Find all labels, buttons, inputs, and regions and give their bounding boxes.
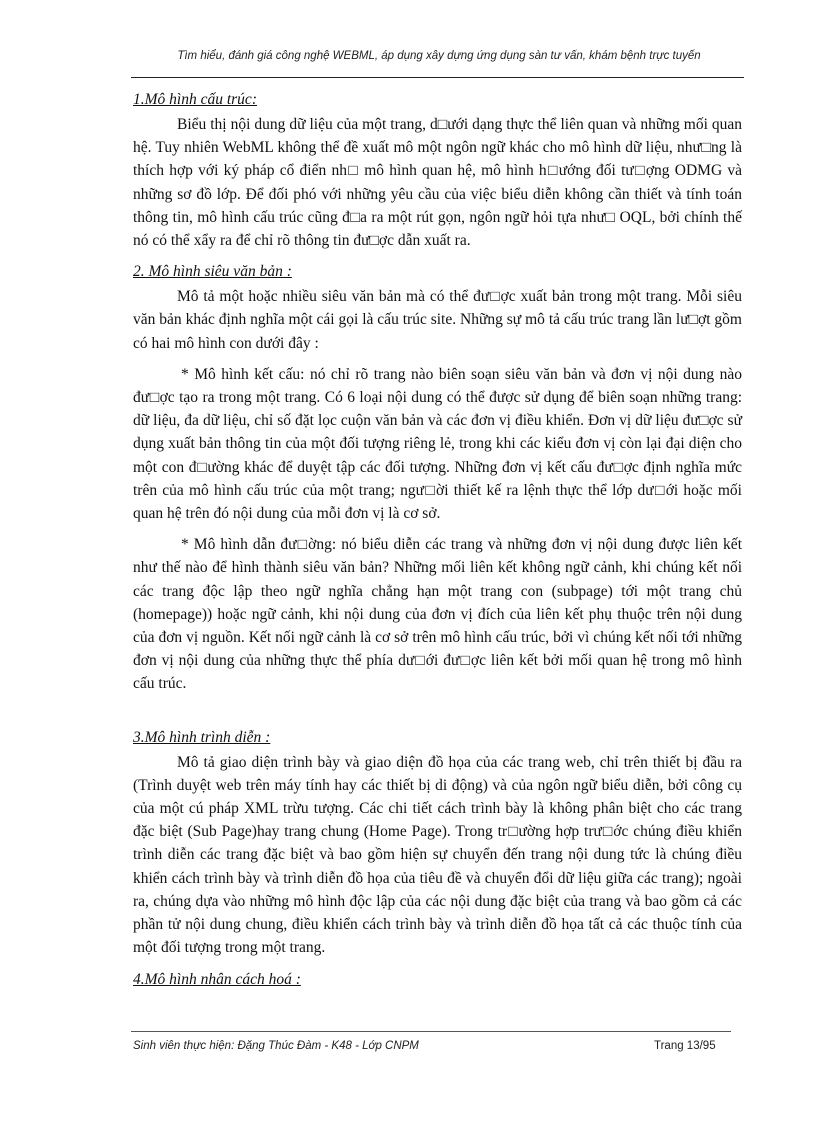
section-heading-presentation-model: 3.Mô hình trình diễn : [133,728,271,746]
footer-author: Sinh viên thực hiện: Đặng Thúc Đàm - K48 - Lớp CNPM [133,1040,419,1052]
footer-divider [131,1031,731,1032]
running-header: Tìm hiểu, đánh giá công nghệ WEBML, áp dụng xây dựng ứng dụng sàn tư vấn, khám bệnh trực tuyến [177,50,701,62]
paragraph-structure-model: Biểu thị nội dung dữ liệu của một trang, d□ưới dạng thực thể liên quan và những mối quan hệ. Tuy nhiên WebML không thể đề xuất mô một ngôn ngữ khác cho mô hình dữ liệu, như□ng là thích hợp với ký pháp cổ điển nh□ mô hình quan hệ, mô hình h□ướng đối tư□ợng ODMG và những sơ đồ lớp. Để đối phó với những yêu cầu của việc biểu diễn không cần thiết và tính toán thông tin, mô hình cấu trúc cũng đ□a ra một rút gọn, ngôn ngữ hỏi tựa như□ OQL, bởi chính thế nó có thể xẩy ra để chỉ rõ thông tin đư□ợc dẫn xuất ra. [133,116,742,250]
bullet-composition-model: * Mô hình kết cấu: nó chỉ rõ trang nào biên soạn siêu văn bản và đơn vị nội dung nào đư□ợc tạo ra trong một trang. Có 6 loại nội dung có thể được sử dụng để biên soạn những trang: dữ liệu, đa dữ liệu, chỉ số đặt lọc cuộn văn bản và các đơn vị điều khiển. Đơn vị dữ liệu đư□ợc sử dụng xuất bản thông tin của một đối tượng riêng lẻ, trong khi các kiểu đơn vị còn lại đại diện cho một con đ□ường khác để duyệt tập các đối tượng. Những đơn vị kết cấu đư□ợc định nghĩa mức trên của mô hình cấu trúc của một trang; ngư□ời thiết kế ra lệnh thực thể lớp dư□ới hoặc mối quan hệ trên đó nội dung của mỗi đơn vị là cơ sở. [133,365,742,523]
bullet-navigation-model: * Mô hình dẫn đư□ờng: nó biểu diễn các trang và những đơn vị nội dung được liên kết như thế nào để hình thành siêu văn bản? Những mối liên kết không ngữ cảnh, khi chúng kết nối các trang độc lập theo ngữ nghĩa chẳng hạn một trang con (subpage) tới một trang chủ (homepage)) hoặc ngữ cảnh, khi nội dung của đơn vị đích của liên kết phụ thuộc trên nội dung của đơn vị nguồn. Kết nối ngữ cảnh là cơ sở trên mô hình cấu trúc, bởi vì chúng kết nối tới những đơn vị nội dung của những thực thể phía dư□ới đư□ợc liên kết bởi mối quan hệ trong mô hình cấu trúc. [133,536,742,693]
section-heading-personalization-model: 4.Mô hình nhân cách hoá : [133,970,301,988]
page-body [133,84,742,993]
page-number: Trang 13/95 [654,1040,716,1052]
section-heading-structure-model: 1.Mô hình cấu trúc: [133,91,257,108]
section-heading-hypertext-model: 2. Mô hình siêu văn bản : [133,263,292,281]
paragraph-presentation-model: Mô tả giao diện trình bày và giao diện đồ họa của các trang web, chỉ trên thiết bị đầu ra (Trình duyệt web trên máy tính hay các thiết bị di động) và của ngôn ngữ biểu diễn, bởi công cụ của một cú pháp XML trừu tượng. Các chi tiết cách trình bày là không phân biệt cho các trang đặc biệt (Sub Page)hay trang chung (Home Page). Trong tr□ường hợp trư□ớc chúng điều khiển trình diễn các trang đặc biệt và bao gồm hiện sự chuyển đến trang nội dung tức là chúng điều khiển cách trình bày và trình diễn đồ họa của tiêu đề và chuyển đổi dữ liệu giữa các trang); ngoài ra, chúng dựa vào những mô hình độc lập của các nội dung đặc biệt của trang và bao gồm cả các phần tử nội dung chung, điều khiển cách trình bày và trình diễn đồ họa tất cả các thuộc tính của một đối tượng trong một trang. [133,753,742,957]
paragraph-hypertext-model: Mô tả một hoặc nhiều siêu văn bản mà có thể đư□ợc xuất bản trong một trang. Mỗi siêu văn bản khác định nghĩa một cái gọi là cấu trúc site. Những sự mô tả cấu trúc trang lần lư□ợt gồm có hai mô hình con dưới đây : [133,288,742,352]
header-divider [131,77,744,78]
section-spacer [133,704,742,722]
